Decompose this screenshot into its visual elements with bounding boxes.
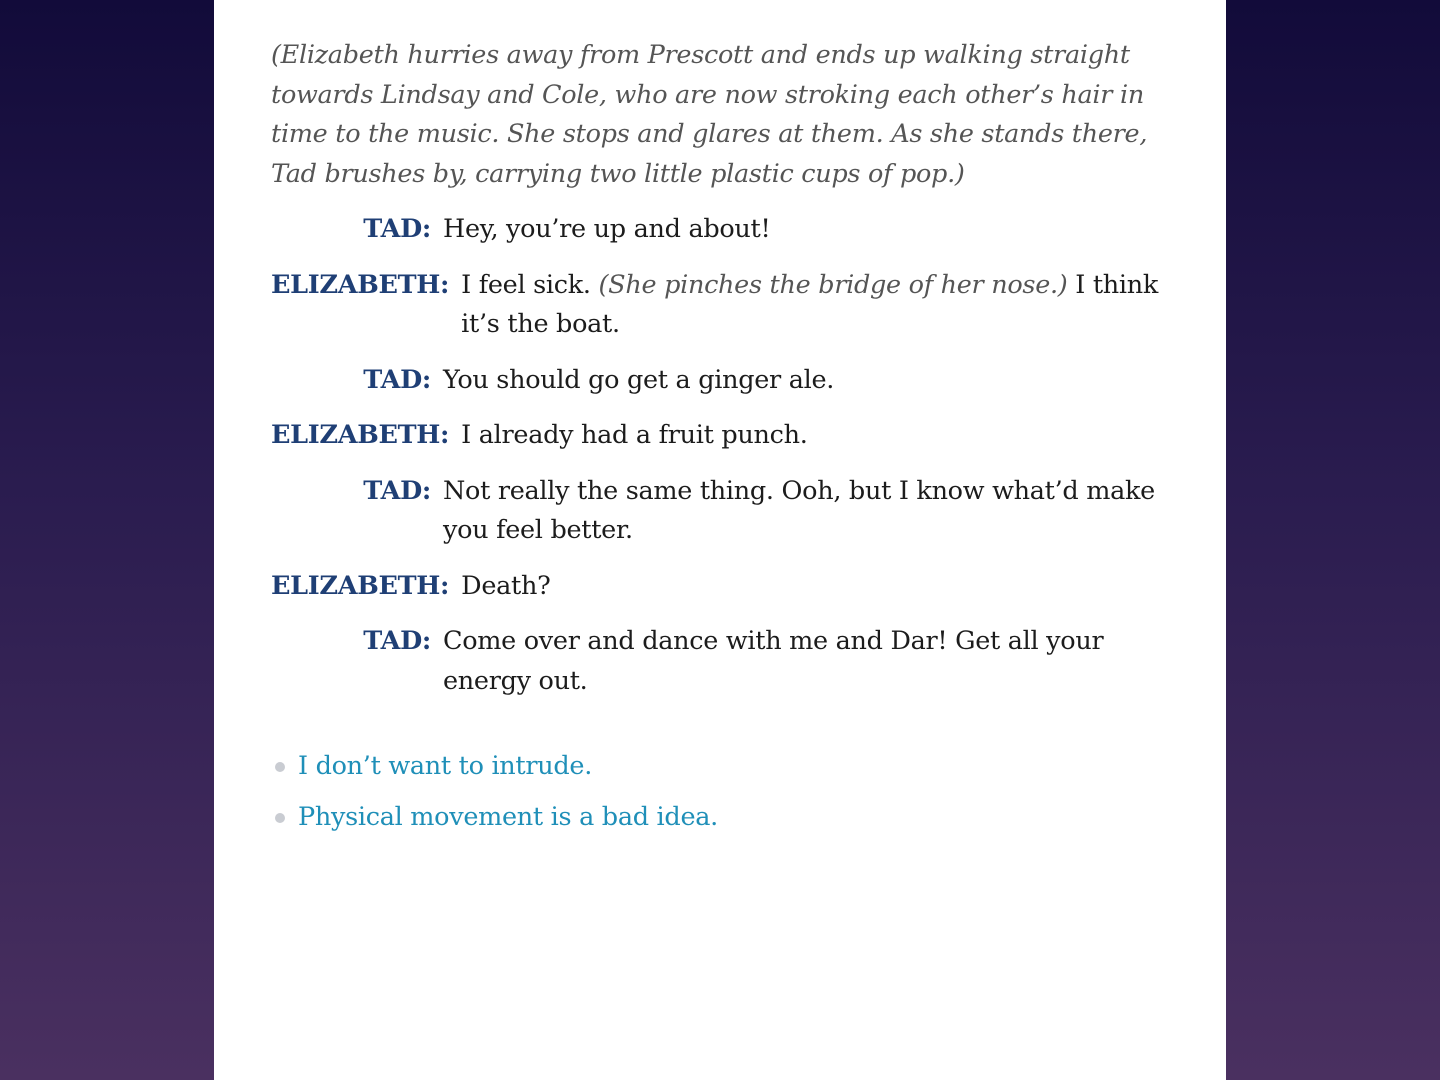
dialogue-line (271, 622, 1171, 701)
story-content (271, 36, 1171, 843)
speech-text: I already had a fruit punch. (461, 420, 808, 450)
dialogue-line (271, 567, 1171, 607)
choice-link[interactable]: I don’t want to intrude. (298, 750, 593, 781)
speech-text-part: I feel sick. (461, 269, 591, 300)
speaker-name: ELIZABETH: (271, 269, 450, 300)
dialogue-line (271, 416, 1171, 456)
speech-text-part: I think it’s the boat. (461, 269, 1159, 339)
speaker-name: TAD: (363, 214, 431, 244)
speech-text: Not really the same thing. Ooh, but I know what’d make you feel better. (443, 475, 1155, 545)
speech-text: You should go get a ginger ale. (443, 364, 835, 395)
bullet-icon (275, 813, 285, 823)
speech-text: Death? (461, 570, 551, 601)
speaker-name: TAD: (363, 626, 431, 656)
choice-list (271, 741, 1171, 843)
speech-text: Hey, you’re up and about! (443, 214, 771, 244)
speaker-name: TAD: (363, 364, 431, 395)
dialogue-line (271, 210, 1171, 250)
speaker-name: TAD: (363, 475, 431, 506)
speaker-name: ELIZABETH: (271, 420, 450, 450)
stage-direction: (Elizabeth hurries away from Prescott and ends up walking straight towards Lindsay and Cole, who are now stroking each other’s hair in time to the music. She stops and glares at them. As she stands there, Tad brushes by, carrying two little plastic cups of pop.) (271, 40, 1148, 189)
story-page (214, 0, 1226, 1080)
speech-text: Come over and dance with me and Dar! Get all your energy out. (443, 626, 1104, 696)
dialogue-line (271, 266, 1171, 345)
speaker-name: ELIZABETH: (271, 570, 450, 601)
choice-item[interactable] (271, 792, 1171, 843)
bullet-icon (275, 762, 285, 772)
dialogue-line (271, 361, 1171, 401)
stage-aside: (She pinches the bridge of her nose.) (598, 269, 1068, 300)
choice-link[interactable]: Physical movement is a bad idea. (298, 801, 718, 832)
choice-item[interactable] (271, 741, 1171, 792)
dialogue-line (271, 472, 1171, 551)
dialogue (271, 210, 1171, 701)
speech-text (461, 266, 1171, 345)
